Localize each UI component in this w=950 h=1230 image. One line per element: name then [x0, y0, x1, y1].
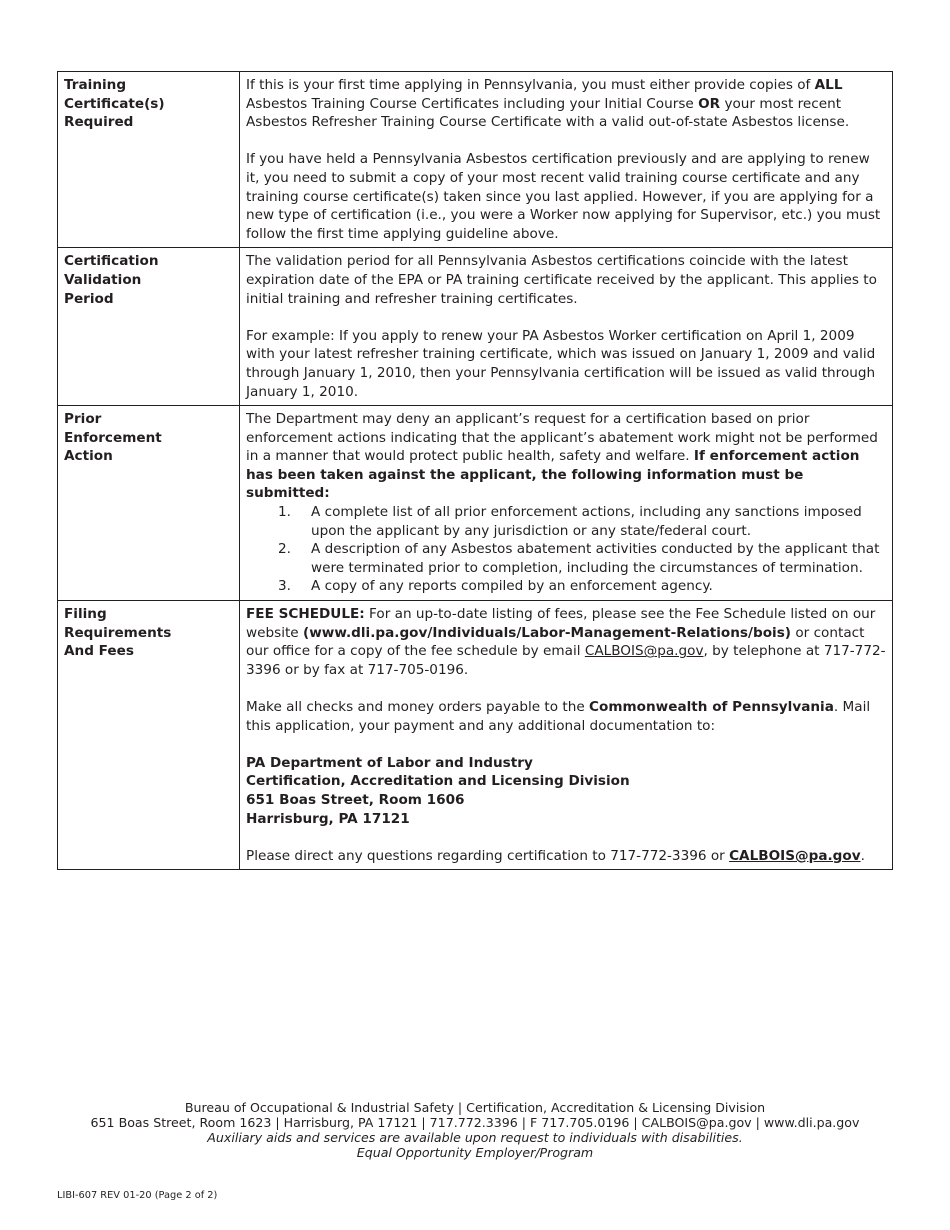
row-content-enforcement: [240, 406, 893, 601]
list-item: 3. A copy of any reports compiled by an enforcement agency.: [278, 578, 713, 595]
questions-email-link[interactable]: CALBOIS@pa.gov: [729, 847, 861, 864]
validation-paragraph-2: For example: If you apply to renew your PA Asbestos Worker certification on April 1, 2009 with your latest refresher training certificate, which was issued on January 1, 2009 and valid through January 1, 2010, then your Pennsylvania certification will be issued as valid through January 1, 2010.: [246, 327, 876, 400]
table-row-training: [58, 72, 893, 248]
row-label-enforcement: Prior Enforcement Action: [58, 406, 240, 601]
email-link[interactable]: CALBOIS@pa.gov: [584, 643, 704, 660]
footer-eoe: Equal Opportunity Employer/Program: [356, 1145, 594, 1160]
table-row-filing: [58, 601, 893, 870]
training-paragraph-2: If you have held a Pennsylvania Asbestos certification previously and are applying to renew it, you need to submit a copy of your most recent valid training course certificate and any training course certificate(s) taken since you last applied. However, if you are applying for a new type of certification (i.e., you were a Worker now applying for Supervisor, etc.) you must follow the first time applying guideline above.: [246, 151, 881, 242]
table-row-enforcement: [58, 406, 893, 601]
row-label-validation: Certification Validation Period: [58, 248, 240, 406]
enforcement-list: [246, 503, 886, 596]
row-label-training: Training Certificate(s) Required: [58, 72, 240, 248]
row-content-training: [240, 72, 893, 248]
footer-contact: 651 Boas Street, Room 1623 | Harrisburg, PA 17121 | 717.772.3396 | F 717.705.0196 | CALBOIS@pa.gov | www.dli.pa.gov: [90, 1115, 860, 1130]
form-number: LIBI-607 REV 01-20 (Page 2 of 2): [57, 1190, 218, 1201]
fee-schedule-paragraph: FEE SCHEDULE: For an up-to-date listing of fees, please see the Fee Schedule listed on our website (www.dli.pa.gov/Individuals/Labor-Management-Relations/bois) or contact our office for a copy of the fee schedule by email CALBOIS@pa.gov, by telephone at 717-772-3396 or by fax at 717-705-0196.: [246, 606, 886, 678]
questions-paragraph: Please direct any questions regarding certification to 717-772-3396 or CALBOIS@pa.gov.: [246, 847, 865, 864]
footer-accessibility: Auxiliary aids and services are available upon request to individuals with disabilities.: [207, 1130, 743, 1145]
validation-paragraph-1: The validation period for all Pennsylvania Asbestos certifications coincide with the latest expiration date of the EPA or PA training certificate received by the applicant. This applies to initial training and refresher training certificates.: [246, 253, 877, 307]
website-link[interactable]: (www.dli.pa.gov/Individuals/Labor-Management-Relations/bois): [302, 624, 792, 641]
requirements-table: [57, 71, 893, 870]
training-paragraph-1: If this is your first time applying in Pennsylvania, you must either provide copies of ALL Asbestos Training Course Certificates including your Initial Course OR your most recent Asbestos Refresher Training Course Certificate with a valid out-of-state Asbestos license.: [246, 77, 850, 131]
row-content-validation: [240, 248, 893, 406]
list-item: 2. A description of any Asbestos abatement activities conducted by the applicant that were terminated prior to completion, including the circumstances of termination.: [278, 541, 880, 576]
mailing-address: PA Department of Labor and Industry Certification, Accreditation and Licensing Division 651 Boas Street, Room 1606 Harrisburg, PA 17121: [246, 754, 630, 827]
row-content-filing: [240, 601, 893, 870]
payment-paragraph: Make all checks and money orders payable to the Commonwealth of Pennsylvania. Mail this application, your payment and any additional documentation to:: [246, 699, 871, 734]
list-item: 1. A complete list of all prior enforcement actions, including any sanctions imposed upon the applicant by any jurisdiction or any state/federal court.: [278, 504, 862, 539]
footer-bureau: Bureau of Occupational & Industrial Safety | Certification, Accreditation & Licensing Division: [184, 1100, 766, 1115]
row-label-filing: Filing Requirements And Fees: [58, 601, 240, 870]
enforcement-intro: The Department may deny an applicant’s request for a certification based on prior enforcement actions indicating that the applicant’s abatement work might not be performed in a manner that would protect public health, safety and welfare. If enforcement action has been taken against the applicant, the following information must be submitted:: [246, 411, 878, 502]
table-row-validation: [58, 248, 893, 406]
page-footer: [0, 1100, 950, 1160]
